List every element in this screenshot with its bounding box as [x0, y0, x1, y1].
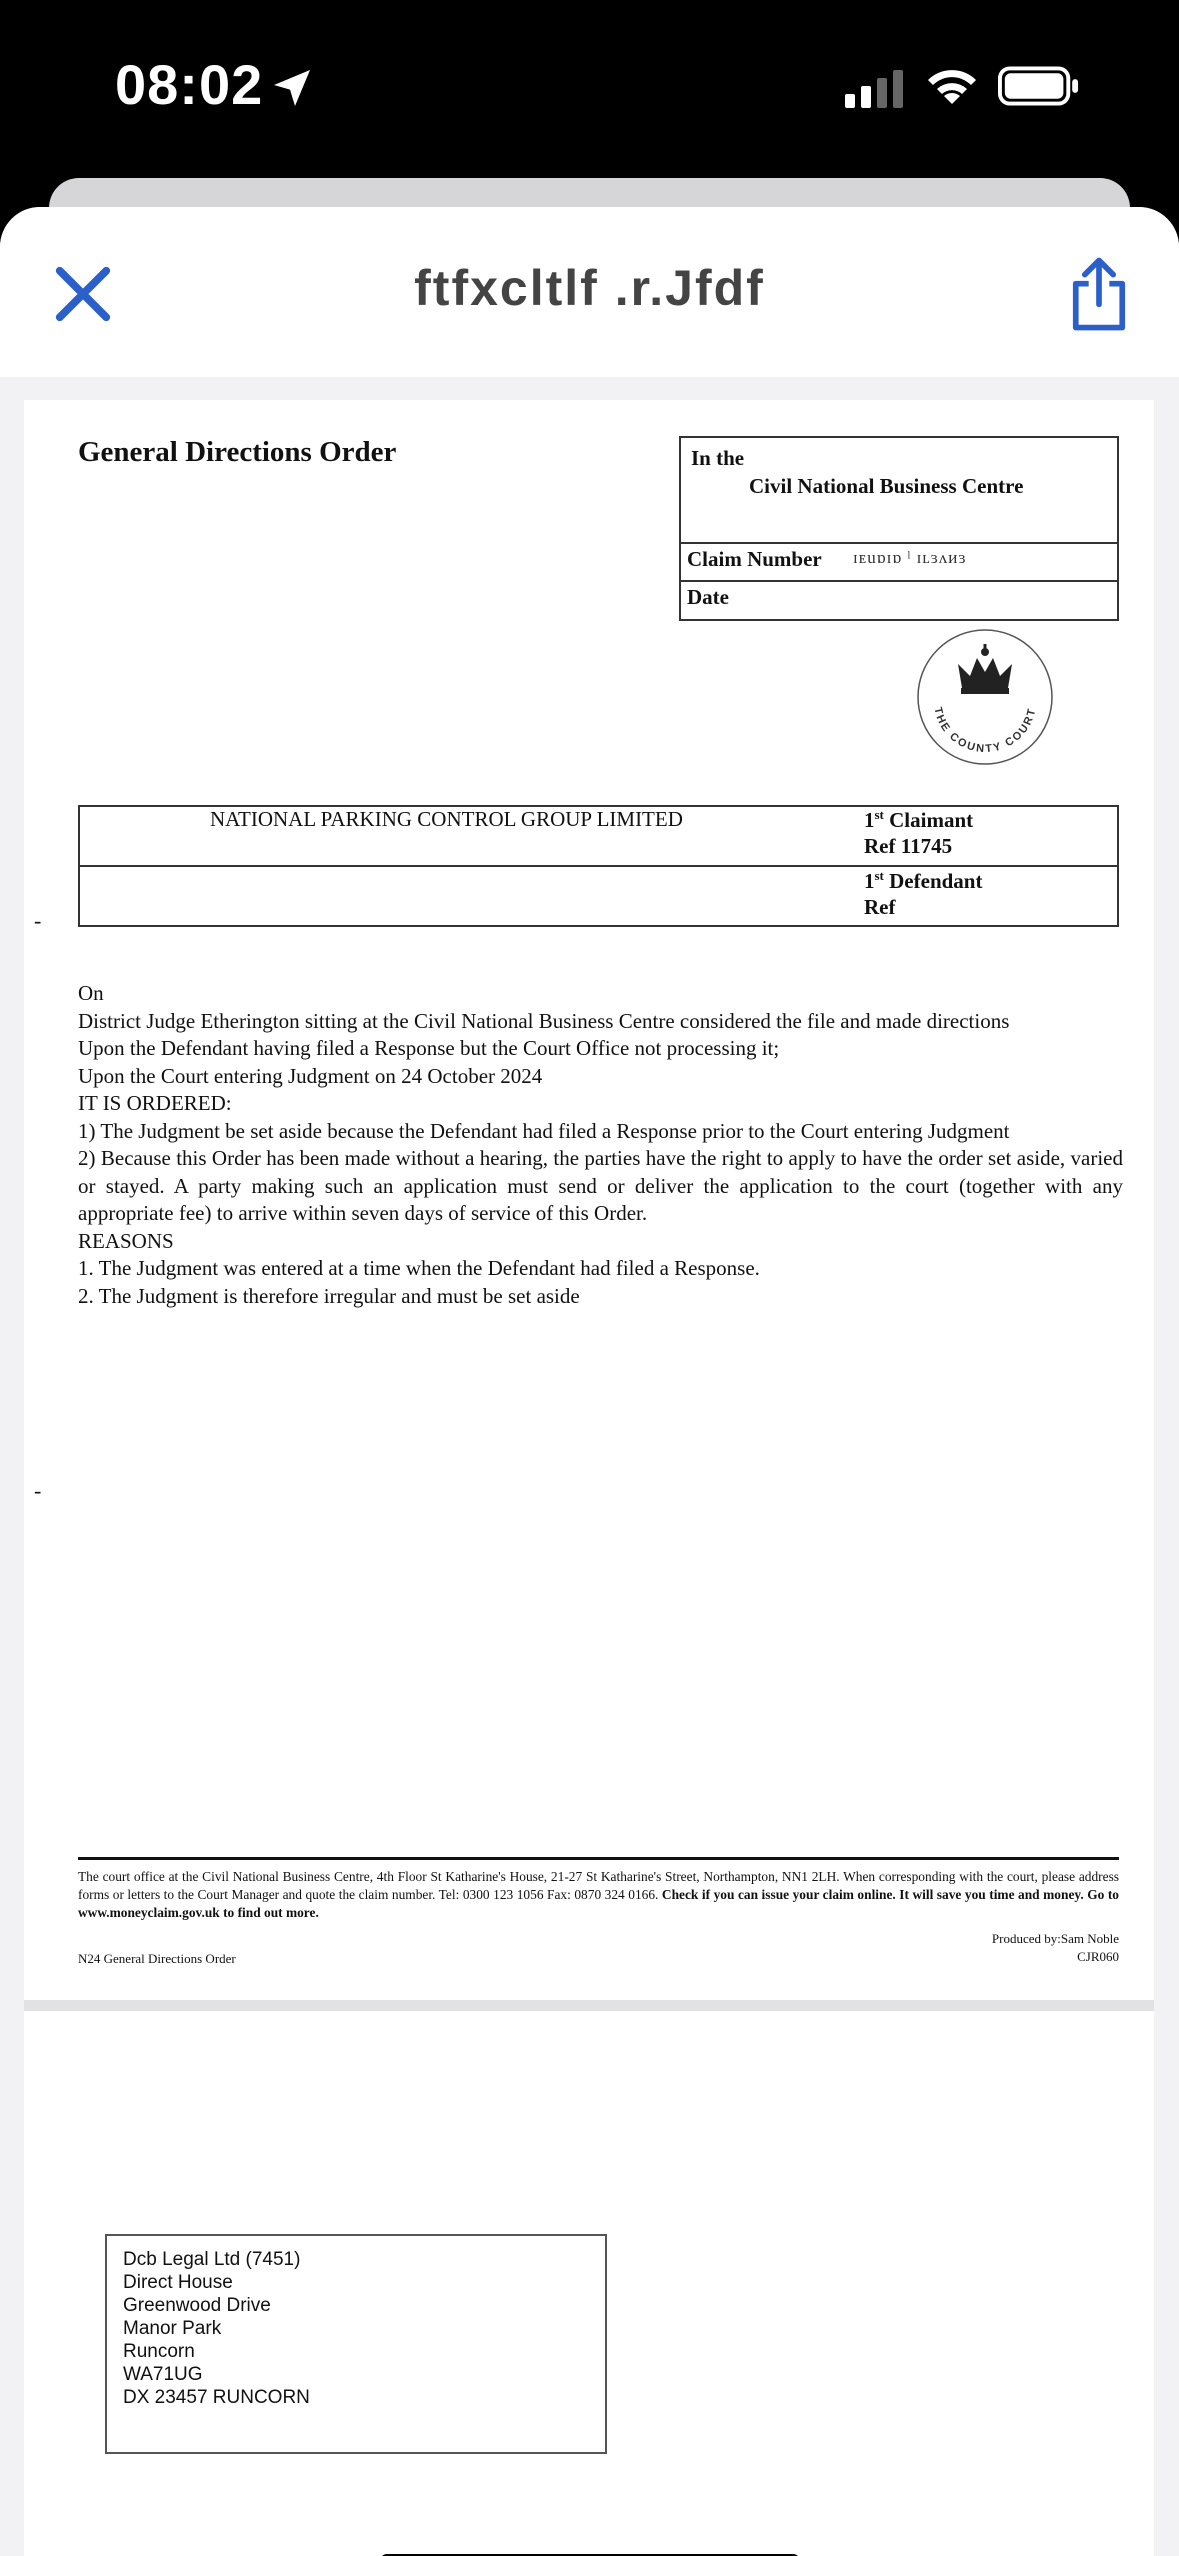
claimant-label: 1st Claimant [864, 807, 974, 832]
margin-mark: - [34, 908, 42, 933]
judge-line: District Judge Etherington sitting at the Civil National Business Centre considered the file and made directions [78, 1008, 1010, 1033]
order-item-2: 2) Because this Order has been made without a hearing, the parties have the right to apply to have the order set aside, varied or stayed. A party making such an application must send or deliver the application to the court (together with any appropriate fee) to arrive within seven days of service of this Order. [78, 1146, 1123, 1225]
svg-text:THE COUNTY COURT [931, 706, 1038, 755]
court-name: Civil National Business Centre [749, 474, 1024, 498]
claimant-name: NATIONAL PARKING CONTROL GROUP LIMITED [210, 807, 683, 831]
on-line: On [78, 981, 104, 1005]
date-label: Date [687, 585, 729, 609]
battery-icon [998, 66, 1080, 106]
location-arrow-icon [268, 64, 316, 112]
footer-divider [78, 1857, 1119, 1860]
defendant-label: 1st Defendant [864, 868, 983, 893]
footer-form-name: N24 General Directions Order [78, 1951, 236, 1966]
address-line: DX 23457 RUNCORN [123, 2387, 310, 2408]
document-page-2 [24, 2011, 1154, 2556]
claim-number-value: ɪᴇuɒɪɒ ˡ ɪʟɜʌᴎɜ [853, 548, 967, 567]
parties-table [78, 805, 1119, 927]
footer-court-info: The court office at the Civil National Business Centre, 4th Floor St Katharine's House, 21-27 St Katharine's Street, Northampton, NN1 2LH. When corresponding with the court, please address forms or letters to the Court Manager and quote the claim number. Tel: 0300 123 1056 Fax: 0870 324 0166. Check if you can issue your claim online. It will save you time and money. Go to www.moneyclaim.gov.uk to find out more. [78, 1869, 1119, 1920]
order-item-1: 1) The Judgment be set aside because the Defendant had filed a Response prior to the Court entering Judgment [78, 1118, 1010, 1143]
defendant-ref: Ref [864, 895, 896, 919]
reason-item-2: 2. The Judgment is therefore irregular and must be set aside [78, 1283, 580, 1308]
reason-item-1: 1. The Judgment was entered at a time when the Defendant had filed a Response. [78, 1256, 760, 1280]
in-the-label: In the [691, 446, 745, 470]
address-line: Dcb Legal Ltd (7451) [123, 2249, 301, 2270]
claim-number-label: Claim Number [687, 547, 822, 571]
order-body [78, 980, 1123, 1310]
wifi-icon [922, 60, 982, 108]
status-bar [0, 0, 1179, 180]
reasons-heading: REASONS [78, 1228, 174, 1253]
document-file-name: ftfxcltlf .r.Jfdf [414, 260, 765, 316]
address-line: Manor Park [123, 2318, 222, 2339]
address-line: Greenwood Drive [123, 2295, 271, 2316]
margin-mark: - [34, 1478, 42, 1503]
share-icon[interactable] [1068, 255, 1130, 333]
claimant-ref: Ref 11745 [864, 834, 953, 858]
page-divider [24, 2000, 1154, 2011]
document-page-1 [24, 400, 1154, 2000]
address-line: Runcorn [123, 2341, 195, 2362]
document-title: General Directions Order [78, 436, 397, 468]
response-line: Upon the Defendant having filed a Response but the Court Office not processing it; [78, 1036, 780, 1060]
address-line: WA71UG [123, 2364, 203, 2385]
county-court-seal [914, 626, 1056, 768]
viewer-nav-bar [0, 207, 1179, 377]
crown-icon [958, 644, 1012, 694]
address-line: Direct House [123, 2272, 233, 2293]
ordered-heading: IT IS ORDERED: [78, 1091, 232, 1115]
cellular-signal-icon [845, 68, 905, 108]
footer-produced-by: Produced by:Sam Noble CJR060 [991, 1931, 1119, 1964]
judgment-date-line: Upon the Court entering Judgment on 24 October 2024 [78, 1063, 543, 1088]
document-viewer-sheet [0, 207, 1179, 2556]
seal-text: THE COUNTY COURT [931, 706, 1039, 756]
address-box [105, 2234, 607, 2454]
status-time: 08:02 [115, 53, 264, 116]
court-details-box [679, 436, 1119, 621]
